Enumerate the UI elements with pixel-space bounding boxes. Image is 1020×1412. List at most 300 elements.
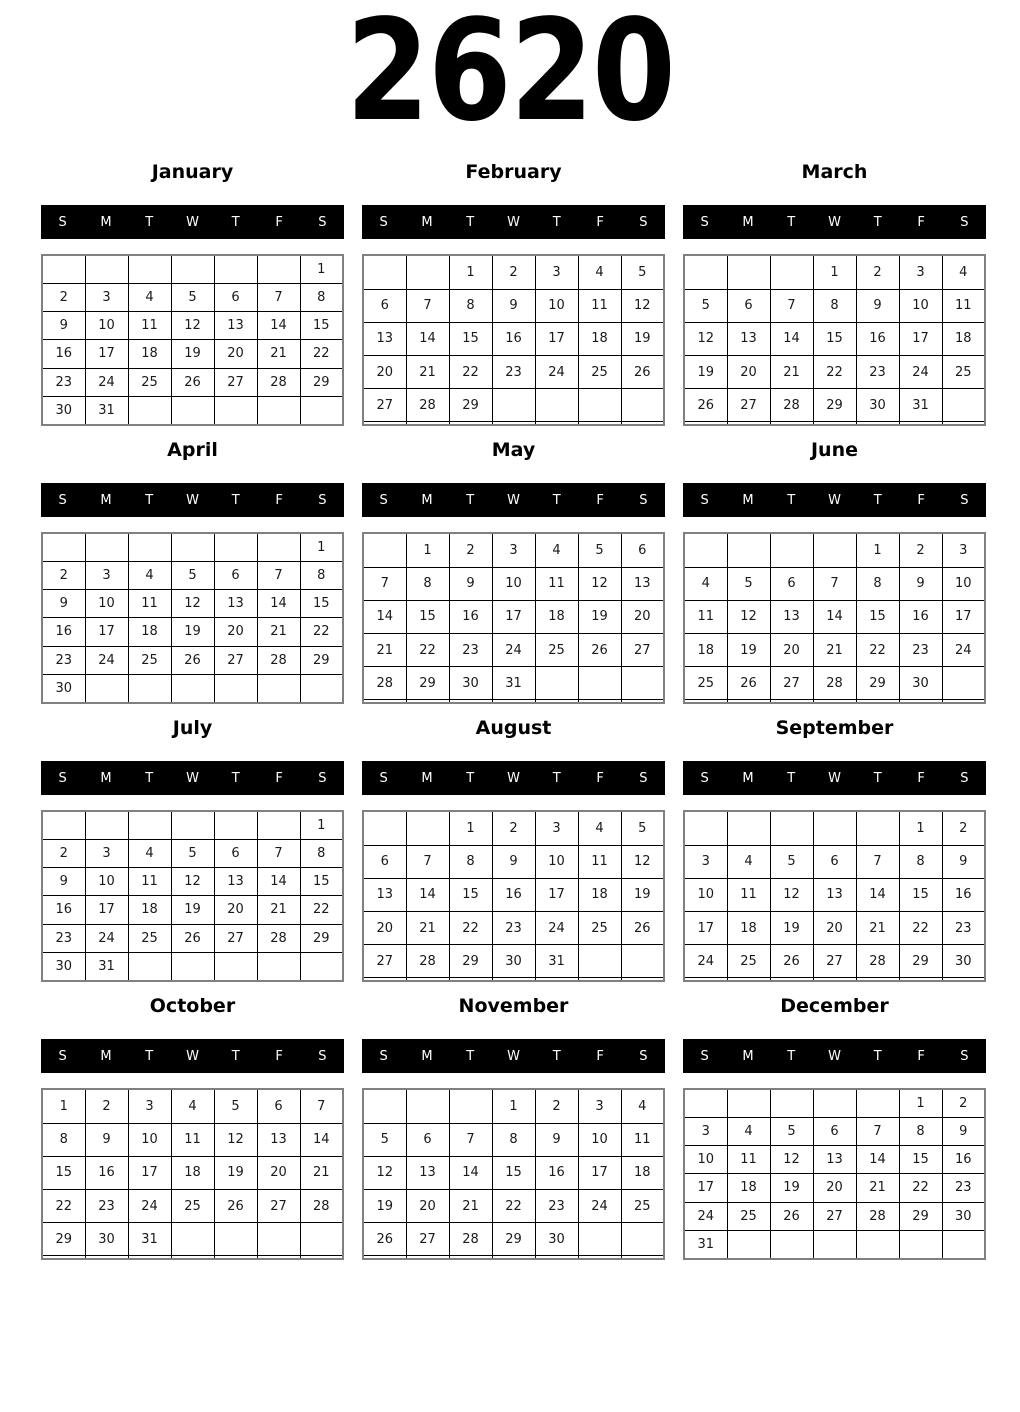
date-cell: 2 [856,255,899,289]
date-cell: 30 [85,1223,128,1256]
empty-date-cell [684,978,727,981]
weekday-header-cell: F [596,1048,604,1064]
date-cell: 24 [942,634,985,667]
date-cell: 20 [813,912,856,945]
weekday-header-row [683,205,986,239]
weekday-header-cell: W [507,1048,520,1064]
empty-date-cell [257,396,300,425]
date-cell: 21 [257,896,300,924]
weekday-header-cell: S [318,1048,327,1064]
weekday-header-cell: S [318,214,327,230]
empty-date-cell [942,978,985,981]
date-cell: 19 [171,340,214,368]
date-cell: 6 [406,1123,449,1156]
date-grid [683,532,986,704]
empty-date-cell [899,700,942,703]
weekday-header-cell: T [466,492,475,508]
date-cell: 16 [42,618,85,646]
weekday-header-row [683,761,986,795]
date-cell: 25 [578,356,621,389]
date-cell: 13 [770,600,813,633]
date-cell: 6 [770,567,813,600]
date-cell: 13 [363,878,406,911]
weekday-header-cell: S [379,1048,388,1064]
date-cell: 25 [942,356,985,389]
date-cell: 28 [257,368,300,396]
date-cell: 15 [492,1156,535,1189]
date-cell: 9 [856,289,899,322]
date-cell: 29 [813,389,856,422]
weekday-header-cell: F [275,214,283,230]
date-cell: 18 [727,912,770,945]
date-cell: 10 [492,567,535,600]
date-grid-body [363,811,664,981]
date-cell: 9 [42,590,85,618]
date-cell: 14 [257,312,300,340]
week-row [363,533,664,567]
empty-date-cell [363,978,406,981]
weekday-header-cell: T [145,214,154,230]
date-cell: 28 [257,924,300,952]
weekday-header-cell: M [742,492,754,508]
empty-date-cell [727,255,770,289]
date-cell: 13 [813,878,856,911]
week-row [42,284,343,312]
date-cell: 29 [449,389,492,422]
week-row [42,618,343,646]
date-cell: 30 [942,945,985,978]
empty-date-cell [770,978,813,981]
weekday-header-cell: W [828,492,841,508]
empty-date-cell [406,811,449,845]
date-cell: 25 [171,1190,214,1223]
date-cell: 9 [492,289,535,322]
date-cell: 24 [684,945,727,978]
weekday-header-cell: W [186,770,199,786]
date-grid [362,532,665,704]
date-grid-body [42,1089,343,1259]
date-cell: 14 [257,868,300,896]
date-cell: 9 [942,845,985,878]
week-row [42,674,343,703]
empty-date-cell [300,1256,343,1259]
date-cell: 1 [300,811,343,840]
date-cell: 24 [85,368,128,396]
date-cell: 5 [727,567,770,600]
date-cell: 28 [257,646,300,674]
date-cell: 15 [42,1156,85,1189]
date-cell: 28 [856,945,899,978]
date-cell: 23 [449,634,492,667]
date-cell: 23 [42,924,85,952]
empty-date-cell [856,700,899,703]
week-row [363,1089,664,1123]
date-cell: 11 [621,1123,664,1156]
week-row [42,1123,343,1156]
weekday-header-cell: M [100,770,112,786]
empty-date-cell [214,396,257,425]
empty-date-cell [214,674,257,703]
empty-date-cell [535,978,578,981]
date-cell: 8 [449,289,492,322]
empty-date-cell [621,389,664,422]
date-cell: 12 [770,1146,813,1174]
date-cell: 15 [300,590,343,618]
date-grid-body [363,1089,664,1259]
empty-date-cell [621,422,664,425]
month-title: July [172,717,213,739]
weekday-header-cell: S [379,492,388,508]
date-cell: 19 [578,600,621,633]
date-cell: 16 [856,322,899,355]
date-cell: 27 [621,634,664,667]
week-row [42,396,343,425]
date-grid-body [684,255,985,425]
date-cell: 22 [42,1190,85,1223]
date-cell: 6 [363,289,406,322]
empty-date-cell [42,811,85,840]
date-cell: 17 [578,1156,621,1189]
date-cell: 20 [363,912,406,945]
empty-date-cell [578,945,621,978]
week-row [42,312,343,340]
empty-date-cell [492,700,535,703]
date-cell: 7 [770,289,813,322]
date-cell: 29 [300,646,343,674]
empty-date-cell [621,1223,664,1256]
date-cell: 16 [942,878,985,911]
date-cell: 25 [128,646,171,674]
date-cell: 7 [363,567,406,600]
week-row [42,562,343,590]
date-cell: 1 [899,1089,942,1118]
empty-date-cell [856,811,899,845]
date-grid [683,254,986,426]
date-grid [41,254,344,426]
date-cell: 23 [492,912,535,945]
date-cell: 5 [171,840,214,868]
date-cell: 3 [492,533,535,567]
date-cell: 30 [942,1202,985,1230]
month-title: August [475,717,552,739]
date-cell: 4 [535,533,578,567]
date-cell: 14 [406,322,449,355]
date-cell: 17 [899,322,942,355]
week-row [684,567,985,600]
weekday-header-cell: W [828,770,841,786]
empty-date-cell [363,1256,406,1259]
empty-date-cell [128,1256,171,1259]
weekday-header-cell: S [58,1048,67,1064]
date-cell: 7 [856,1118,899,1146]
date-cell: 18 [535,600,578,633]
date-cell: 31 [85,952,128,981]
empty-date-cell [363,1089,406,1123]
empty-date-cell [684,1089,727,1118]
empty-date-cell [171,255,214,284]
date-cell: 3 [85,284,128,312]
weekday-header-cell: T [231,770,240,786]
date-cell: 24 [535,356,578,389]
weekday-header-row [362,761,665,795]
date-grid-body [42,533,343,703]
week-row [42,952,343,981]
week-row [42,646,343,674]
date-cell: 28 [363,667,406,700]
empty-date-cell [621,945,664,978]
week-row [42,868,343,896]
date-cell: 6 [214,562,257,590]
weekday-header-cell: F [596,770,604,786]
date-cell: 22 [449,356,492,389]
date-cell: 8 [492,1123,535,1156]
date-cell: 26 [770,1202,813,1230]
date-cell: 3 [684,845,727,878]
weekday-header-row [41,483,344,517]
empty-date-cell [684,811,727,845]
date-cell: 15 [449,322,492,355]
empty-date-cell [257,952,300,981]
empty-date-cell [813,1089,856,1118]
date-cell: 28 [813,667,856,700]
week-row [363,811,664,845]
weekday-header-cell: M [421,214,433,230]
date-cell: 11 [128,312,171,340]
date-cell: 21 [406,912,449,945]
date-grid [683,810,986,982]
date-cell: 28 [856,1202,899,1230]
week-row [42,1089,343,1123]
date-cell: 27 [770,667,813,700]
date-cell: 28 [770,389,813,422]
date-cell: 24 [684,1202,727,1230]
weekday-header-cell: M [421,492,433,508]
week-row [684,1230,985,1259]
date-cell: 5 [770,1118,813,1146]
date-cell: 8 [300,840,343,868]
date-cell: 2 [942,1089,985,1118]
month-title: December [780,995,889,1017]
empty-date-cell [621,700,664,703]
date-cell: 21 [257,618,300,646]
date-cell: 1 [300,533,343,562]
date-cell: 21 [856,1174,899,1202]
date-cell: 5 [171,562,214,590]
date-cell: 21 [770,356,813,389]
date-cell: 14 [856,878,899,911]
date-cell: 27 [363,945,406,978]
date-cell: 11 [942,289,985,322]
weekday-header-cell: W [186,492,199,508]
date-cell: 6 [257,1089,300,1123]
empty-date-cell [813,533,856,567]
week-row [684,978,985,981]
date-cell: 15 [449,878,492,911]
empty-date-cell [684,700,727,703]
date-cell: 16 [492,322,535,355]
week-row [363,322,664,355]
date-cell: 4 [128,840,171,868]
date-cell: 10 [684,1146,727,1174]
date-cell: 17 [85,340,128,368]
weekday-header-cell: S [639,214,648,230]
date-cell: 19 [621,878,664,911]
date-cell: 17 [942,600,985,633]
date-cell: 9 [942,1118,985,1146]
date-cell: 22 [449,912,492,945]
weekday-header-cell: S [639,1048,648,1064]
empty-date-cell [85,255,128,284]
date-cell: 10 [942,567,985,600]
empty-date-cell [813,700,856,703]
date-cell: 26 [621,912,664,945]
week-row [363,1223,664,1256]
date-cell: 26 [171,924,214,952]
empty-date-cell [899,1230,942,1259]
date-cell: 11 [727,1146,770,1174]
date-cell: 30 [42,674,85,703]
weekday-header-cell: T [787,214,796,230]
date-cell: 10 [128,1123,171,1156]
week-row [684,634,985,667]
date-cell: 19 [363,1190,406,1223]
empty-date-cell [363,255,406,289]
month-title: April [167,439,218,461]
date-cell: 10 [684,878,727,911]
date-cell: 7 [406,845,449,878]
date-cell: 31 [85,396,128,425]
date-cell: 21 [300,1156,343,1189]
date-cell: 18 [578,322,621,355]
month-april [41,436,344,704]
month-title: January [151,161,234,183]
weekday-header-row [41,761,344,795]
date-cell: 27 [214,924,257,952]
date-grid-body [42,811,343,981]
date-cell: 31 [535,945,578,978]
month-title: October [149,995,236,1017]
date-cell: 30 [899,667,942,700]
date-cell: 26 [621,356,664,389]
empty-date-cell [300,952,343,981]
date-cell: 11 [578,845,621,878]
date-cell: 28 [449,1223,492,1256]
date-cell: 18 [727,1174,770,1202]
date-cell: 3 [942,533,985,567]
date-cell: 19 [214,1156,257,1189]
date-cell: 6 [813,845,856,878]
date-cell: 26 [363,1223,406,1256]
date-cell: 5 [770,845,813,878]
month-title: November [458,995,569,1017]
empty-date-cell [300,396,343,425]
empty-date-cell [727,700,770,703]
date-cell: 4 [578,811,621,845]
date-cell: 25 [128,368,171,396]
date-cell: 23 [899,634,942,667]
week-row [684,811,985,845]
date-cell: 9 [492,845,535,878]
weekday-header-cell: S [639,492,648,508]
weekday-header-cell: S [960,770,969,786]
empty-date-cell [85,811,128,840]
empty-date-cell [684,422,727,425]
date-cell: 21 [449,1190,492,1223]
date-grid [41,810,344,982]
weekday-header-cell: T [873,492,882,508]
empty-date-cell [621,667,664,700]
date-cell: 1 [406,533,449,567]
date-grid [362,254,665,426]
date-cell: 2 [492,811,535,845]
empty-date-cell [813,811,856,845]
empty-date-cell [942,1230,985,1259]
date-cell: 8 [899,1118,942,1146]
date-cell: 15 [899,1146,942,1174]
empty-date-cell [899,978,942,981]
date-grid [362,1088,665,1260]
empty-date-cell [214,1223,257,1256]
date-cell: 1 [856,533,899,567]
week-row [684,322,985,355]
empty-date-cell [684,255,727,289]
date-cell: 4 [621,1089,664,1123]
date-cell: 22 [300,896,343,924]
date-cell: 30 [42,952,85,981]
date-cell: 8 [856,567,899,600]
weekday-header-cell: M [100,492,112,508]
date-cell: 5 [684,289,727,322]
empty-date-cell [257,533,300,562]
date-cell: 20 [214,340,257,368]
date-cell: 7 [406,289,449,322]
date-cell: 16 [942,1146,985,1174]
week-row [684,1118,985,1146]
weekday-header-cell: T [552,1048,561,1064]
date-cell: 6 [621,533,664,567]
date-cell: 4 [727,845,770,878]
week-row [42,924,343,952]
week-row [42,368,343,396]
empty-date-cell [257,811,300,840]
empty-date-cell [257,674,300,703]
date-cell: 17 [85,618,128,646]
week-row [363,912,664,945]
date-cell: 22 [492,1190,535,1223]
date-cell: 2 [42,562,85,590]
date-cell: 30 [856,389,899,422]
empty-date-cell [128,396,171,425]
date-cell: 10 [535,289,578,322]
empty-date-cell [128,533,171,562]
date-cell: 13 [621,567,664,600]
date-cell: 21 [406,356,449,389]
week-row [684,422,985,425]
date-cell: 31 [684,1230,727,1259]
date-cell: 26 [171,368,214,396]
empty-date-cell [128,255,171,284]
week-row [363,255,664,289]
date-cell: 19 [621,322,664,355]
date-cell: 12 [621,845,664,878]
date-cell: 4 [727,1118,770,1146]
weekday-header-cell: T [552,214,561,230]
date-cell: 11 [171,1123,214,1156]
date-cell: 1 [300,255,343,284]
empty-date-cell [727,1230,770,1259]
date-cell: 22 [856,634,899,667]
empty-date-cell [449,1256,492,1259]
